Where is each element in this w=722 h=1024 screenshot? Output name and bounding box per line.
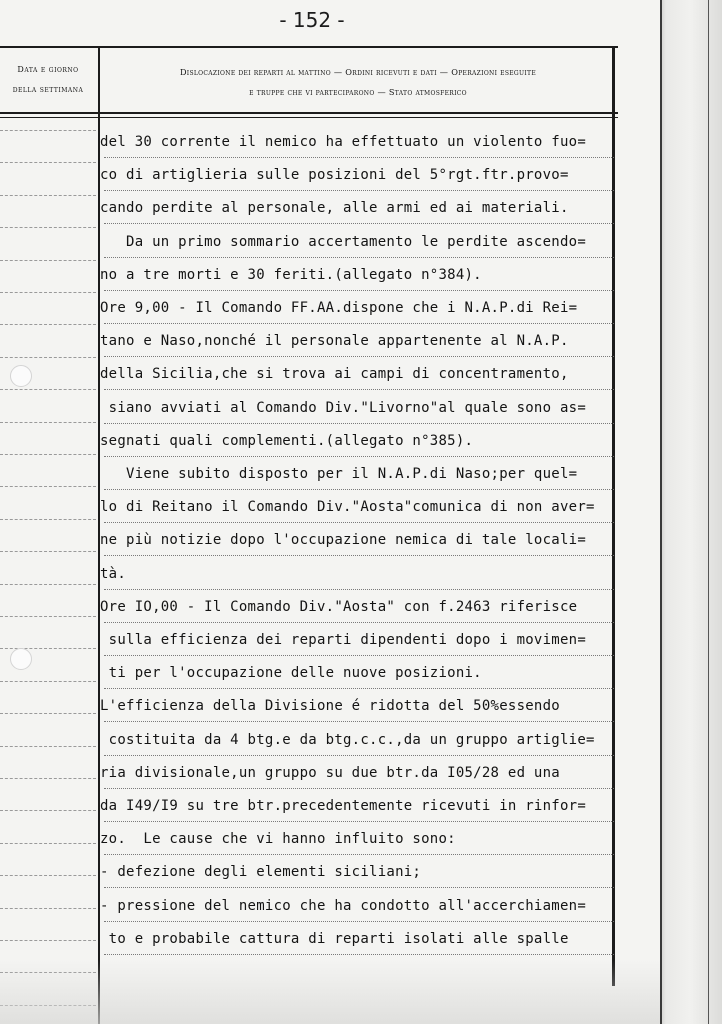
text-line: da I49/I9 su tre btr.precedentemente ricevuti in rinfor= [100, 798, 587, 814]
date-column-rule [0, 778, 96, 779]
punch-hole [10, 648, 32, 670]
adjacent-page-edge [660, 0, 722, 1024]
date-column-rule [0, 292, 96, 293]
date-column-rule [0, 422, 96, 423]
date-column-rule [0, 616, 96, 617]
date-column-rule [0, 843, 96, 844]
header-bottom-rule [0, 112, 618, 114]
ruled-line [104, 555, 614, 556]
date-column-rule [0, 195, 96, 196]
text-line: co di artiglieria sulle posizioni del 5°rgt.ftr.provo= [100, 167, 569, 184]
text-line: Ore 9,00 - Il Comando FF.AA.dispone che i N.A.P.di Rei= [100, 300, 578, 316]
ruled-line [104, 290, 614, 291]
punch-hole [10, 365, 32, 387]
ruled-line [104, 887, 614, 888]
text-line: della Sicilia,che si trova ai campi di concentramento, [100, 366, 569, 383]
text-line: del 30 corrente il nemico ha effettuato un violento fuo= [100, 134, 587, 150]
text-line: ne più notizie dopo l'occupazione nemica di tale locali= [100, 532, 587, 549]
date-column-rule [0, 357, 96, 358]
text-line: segnati quali complementi.(allegato n°385). [100, 432, 474, 449]
date-column-rule [0, 940, 96, 941]
text-line: - defezione degli elementi siciliani; [100, 864, 422, 881]
ruled-line [104, 423, 614, 424]
page-number: - 152 - [279, 8, 345, 32]
ruled-line [104, 257, 614, 258]
text-line: costituita da 4 btg.e da btg.c.c.,da un gruppo artiglie= [100, 731, 595, 748]
ruled-line [104, 589, 614, 590]
ruled-line [104, 323, 614, 324]
date-column-rule [0, 908, 96, 909]
ruled-line [104, 489, 614, 490]
next-page-border [708, 0, 709, 1024]
date-column-rule [0, 486, 96, 487]
ruled-line [104, 456, 614, 457]
ruled-line [104, 721, 614, 722]
ruled-line [104, 389, 614, 390]
text-line: tano e Naso,nonché il personale appartenente al N.A.P. [100, 333, 569, 350]
text-line: - pressione del nemico che ha condotto all'accerchiamen= [100, 897, 587, 914]
header-top-rule [0, 46, 618, 48]
text-line: siano avviati al Comando Div."Livorno"al quale sono as= [100, 399, 587, 416]
date-column-rule [0, 162, 96, 163]
date-column-rule [0, 227, 96, 228]
header-double-rule [0, 117, 618, 118]
date-column-rule [0, 551, 96, 552]
date-column-header-line2: della settimana [12, 85, 84, 94]
date-column-rule [0, 519, 96, 520]
date-column-rule [0, 260, 96, 261]
text-line: L'efficienza della Divisione é ridotta del 50%essendo [100, 698, 560, 715]
date-column-rule [0, 681, 96, 682]
date-column-rule [0, 584, 96, 585]
ruled-line [104, 788, 614, 789]
ruled-line [104, 755, 614, 756]
text-line: to e probabile cattura di reparti isolati alle spalle [100, 930, 569, 947]
text-line: sulla efficienza dei reparti dipendenti dopo i movimen= [100, 632, 587, 648]
ruled-line [104, 821, 614, 822]
ruled-line [104, 522, 614, 523]
date-column-header-line1: Data e giorno [17, 65, 79, 74]
text-line: Ore IO,00 - Il Comando Div."Aosta" con f.2463 riferisce [100, 598, 578, 615]
date-column-rule [0, 810, 96, 811]
text-line: lo di Reitano il Comando Div."Aosta"comunica di non aver= [100, 499, 595, 516]
ruled-line [104, 954, 614, 955]
date-column-rule [0, 713, 96, 714]
main-column-header [104, 62, 612, 102]
text-line: cando perdite al personale, alle armi ed ai materiali. [100, 200, 569, 217]
text-line: tà. [100, 565, 127, 582]
text-line: ti per l'occupazione delle nuove posizioni. [100, 665, 482, 682]
date-column-rule [0, 130, 96, 131]
date-column-rule [0, 746, 96, 747]
text-line: Viene subito disposto per il N.A.P.di Naso;per quel= [100, 466, 578, 482]
text-line: Da un primo sommario accertamento le perdite ascendo= [100, 233, 587, 250]
text-line: zo. Le cause che vi hanno influito sono: [100, 831, 456, 848]
ruled-line [104, 190, 614, 191]
ruled-line [104, 688, 614, 689]
main-column-header-line1: Dislocazione dei reparti al mattino — Ordini ricevuti e dati — Operazioni eseguite [179, 67, 537, 77]
ruled-line [104, 157, 614, 158]
date-column-rule [0, 389, 96, 390]
date-column-header [0, 60, 96, 100]
date-column-rule [0, 324, 96, 325]
text-line: no a tre morti e 30 feriti.(allegato n°384). [100, 266, 482, 283]
text-line: ria divisionale,un gruppo su due btr.da I05/28 ed una [100, 764, 560, 781]
ruled-line [104, 223, 614, 224]
ruled-line [104, 655, 614, 656]
ruled-line [104, 921, 614, 922]
scan-shadow [0, 960, 660, 1024]
ruled-line [104, 356, 614, 357]
ruled-line [104, 854, 614, 855]
date-column-rule [0, 454, 96, 455]
ruled-line [104, 622, 614, 623]
date-column-rule [0, 875, 96, 876]
page-fold-line [660, 0, 662, 1024]
main-column-header-line2: e truppe che vi parteciparono — Stato atmosferico [249, 87, 467, 97]
